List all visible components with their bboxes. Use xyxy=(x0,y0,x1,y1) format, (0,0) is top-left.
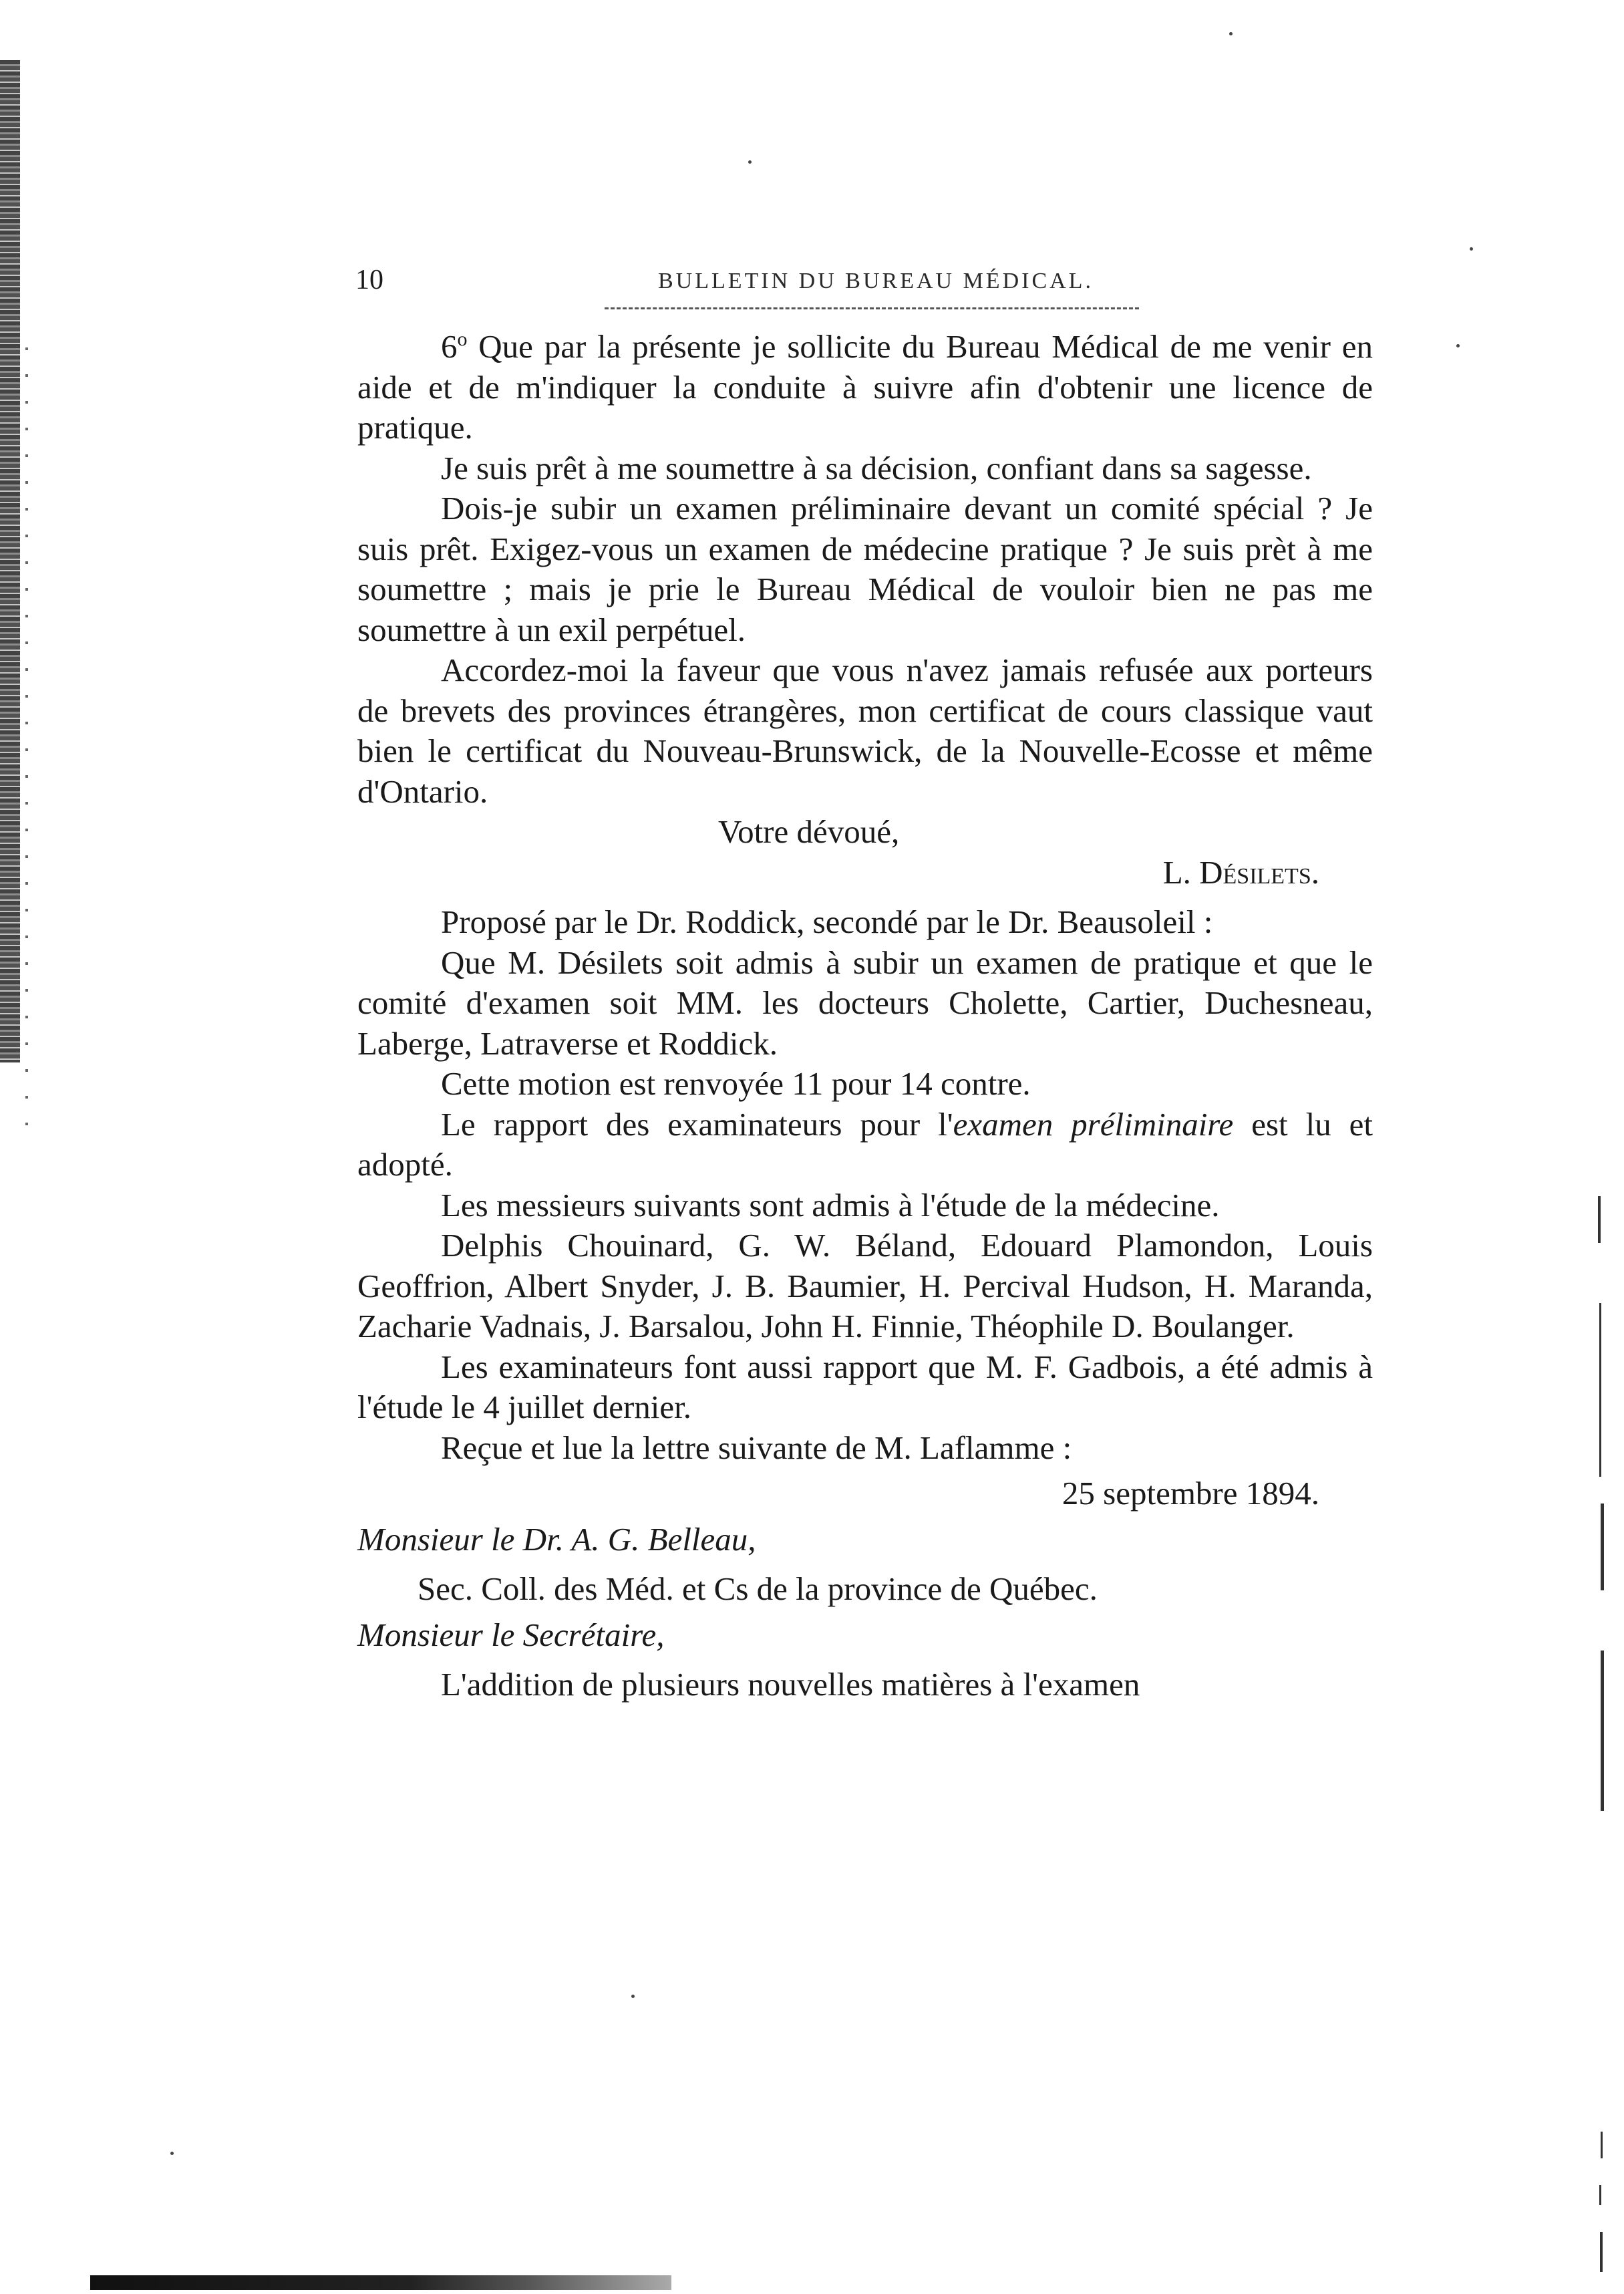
ordinal-superscript: o xyxy=(457,328,468,350)
scan-speck xyxy=(748,160,752,164)
letter-signature: L. Désilets. xyxy=(1162,853,1319,891)
paragraph: Dois-je subir un examen préliminaire devant un comité spécial ? Je suis prêt. Exigez-vous un examen de médecine pratique ? Je suis prèt à me soumettre ; mais je prie le Bureau Médical de vouloir bien ne pas me soumettre à un exil perpétuel. xyxy=(357,490,1373,648)
scan-speck xyxy=(1229,32,1233,35)
paragraph: Delphis Chouinard, G. W. Béland, Edouard Plamondon, Louis Geoffrion, Albert Snyder, J. B. Baumier, H. Percival Hudson, H. Maranda, Zacharie Vadnais, J. Barsalou, John H. Finnie, Théophile D. Boulanger. xyxy=(357,1227,1373,1344)
scan-bottom-artifact xyxy=(90,2275,671,2290)
paragraph: Les examinateurs font aussi rapport que M. F. Gadbois, a été admis à l'étude le 4 juillet dernier. xyxy=(357,1348,1373,1425)
paragraph: Le rapport des examinateurs pour l'examen préliminaire est lu et adopté. xyxy=(357,1105,1373,1183)
scan-speck xyxy=(1470,247,1473,251)
scan-speck xyxy=(1456,344,1460,347)
scan-margin-mark xyxy=(1600,2232,1603,2272)
italic-term: examen préliminaire xyxy=(953,1105,1234,1143)
scan-margin-mark xyxy=(1601,1651,1604,1811)
scan-margin-mark xyxy=(1601,1503,1604,1590)
scan-margin-mark xyxy=(1599,2185,1601,2205)
letter-salutation: Monsieur le Secrétaire, xyxy=(357,1616,665,1653)
paragraph: Je suis prêt à me soumettre à sa décision, confiant dans sa sagesse. xyxy=(441,449,1312,486)
paragraph: Cette motion est renvoyée 11 pour 14 contre. xyxy=(441,1065,1031,1102)
paragraph: Les messieurs suivants sont admis à l'étude de la médecine. xyxy=(441,1186,1220,1224)
running-head: BULLETIN DU BUREAU MÉDICAL. xyxy=(658,269,1094,293)
letter-address: Sec. Coll. des Méd. et Cs de la province de Québec. xyxy=(418,1570,1098,1607)
paragraph: 6$^o$ Que par la présente je sollicite du Bureau Médical de me venir en aide et de m'indiquer la conduite à suivre afin d'obtenir une licence de pratique. xyxy=(357,328,1373,446)
page-number: 10 xyxy=(355,265,383,295)
body-text xyxy=(357,319,1373,1705)
scan-margin-mark xyxy=(1601,2132,1603,2158)
scan-margin-mark xyxy=(1599,1303,1601,1477)
letter-addressee: Monsieur le Dr. A. G. Belleau, xyxy=(357,1520,756,1558)
paragraph: Que M. Désilets soit admis à subir un examen de pratique et que le comité d'examen soit MM. les docteurs Cholette, Cartier, Duchesneau, Laberge, Latraverse et Roddick. xyxy=(357,944,1373,1062)
scan-speck xyxy=(170,2152,174,2155)
scan-margin-mark xyxy=(1598,1196,1601,1243)
scan-edge-artifact xyxy=(25,347,28,1149)
paragraph: Reçue et lue la lettre suivante de M. Laflamme : xyxy=(441,1429,1072,1466)
paragraph: L'addition de plusieurs nouvelles matières à l'examen xyxy=(441,1666,1140,1703)
letter-date: 25 septembre 1894. xyxy=(1062,1475,1319,1512)
paragraph: Proposé par le Dr. Roddick, secondé par le Dr. Beausoleil : xyxy=(441,903,1213,940)
scan-speck xyxy=(631,1995,635,1998)
header-rule xyxy=(605,307,1139,309)
letter-signoff: Votre dévoué, xyxy=(718,813,900,850)
item-number: 6 xyxy=(441,328,458,365)
scan-edge-artifact xyxy=(0,60,20,1062)
paragraph: Accordez-moi la faveur que vous n'avez jamais refusée aux porteurs de brevets des provinces étrangères, mon certificat de cours classique vaut bien le certificat du Nouveau-Brunswick, de la Nouvelle-Ecosse et même d'Ontario. xyxy=(357,652,1373,810)
